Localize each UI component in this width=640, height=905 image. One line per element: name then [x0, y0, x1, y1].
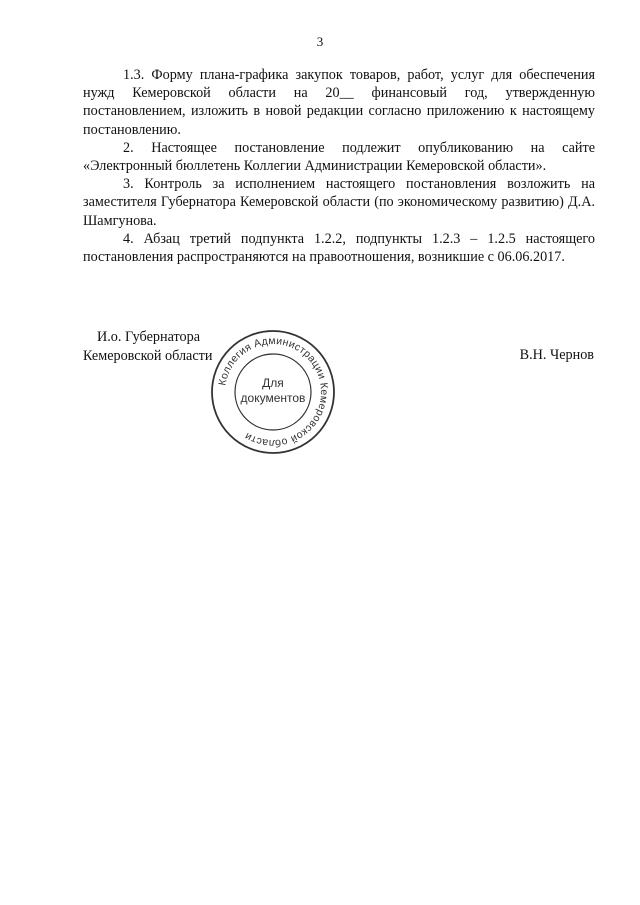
stamp-center-line1: Для — [262, 376, 284, 390]
stamp-center-line2: документов — [240, 391, 306, 405]
paragraph-2: 2. Настоящее постановление подлежит опубликованию на сайте «Электронный бюллетень Коллегии Администрации Кемеровской области». — [83, 139, 595, 175]
signatory-title-line2: Кемеровской области — [83, 347, 213, 364]
official-stamp — [210, 329, 336, 455]
document-body — [83, 66, 595, 266]
paragraph-3: 3. Контроль за исполнением настоящего постановления возложить на заместителя Губернатора Кемеровской области (по экономическому развитию) Д.А. Шамгунова. — [83, 176, 595, 229]
stamp-ring-text: Коллегия Администрации Кемеровской области — [216, 334, 331, 450]
page-number: 3 — [316, 34, 324, 49]
signatory-name: В.Н. Чернов — [519, 347, 594, 363]
paragraph-4: 4. Абзац третий подпункта 1.2.2, подпункты 1.2.3 – 1.2.5 настоящего постановления распространяются на правоотношения, возникшие с 06.06.2017. — [83, 230, 595, 266]
signature-block — [83, 328, 212, 365]
signatory-title-line1: И.о. Губернатора — [97, 329, 200, 345]
paragraph-1-3: 1.3. Форму плана-графика закупок товаров, работ, услуг для обеспечения нужд Кемеровской области на 20__ финансовый год, утвержденную постановлением, изложить в новой редакции согласно приложению к настоящему постановлению. — [83, 67, 595, 138]
